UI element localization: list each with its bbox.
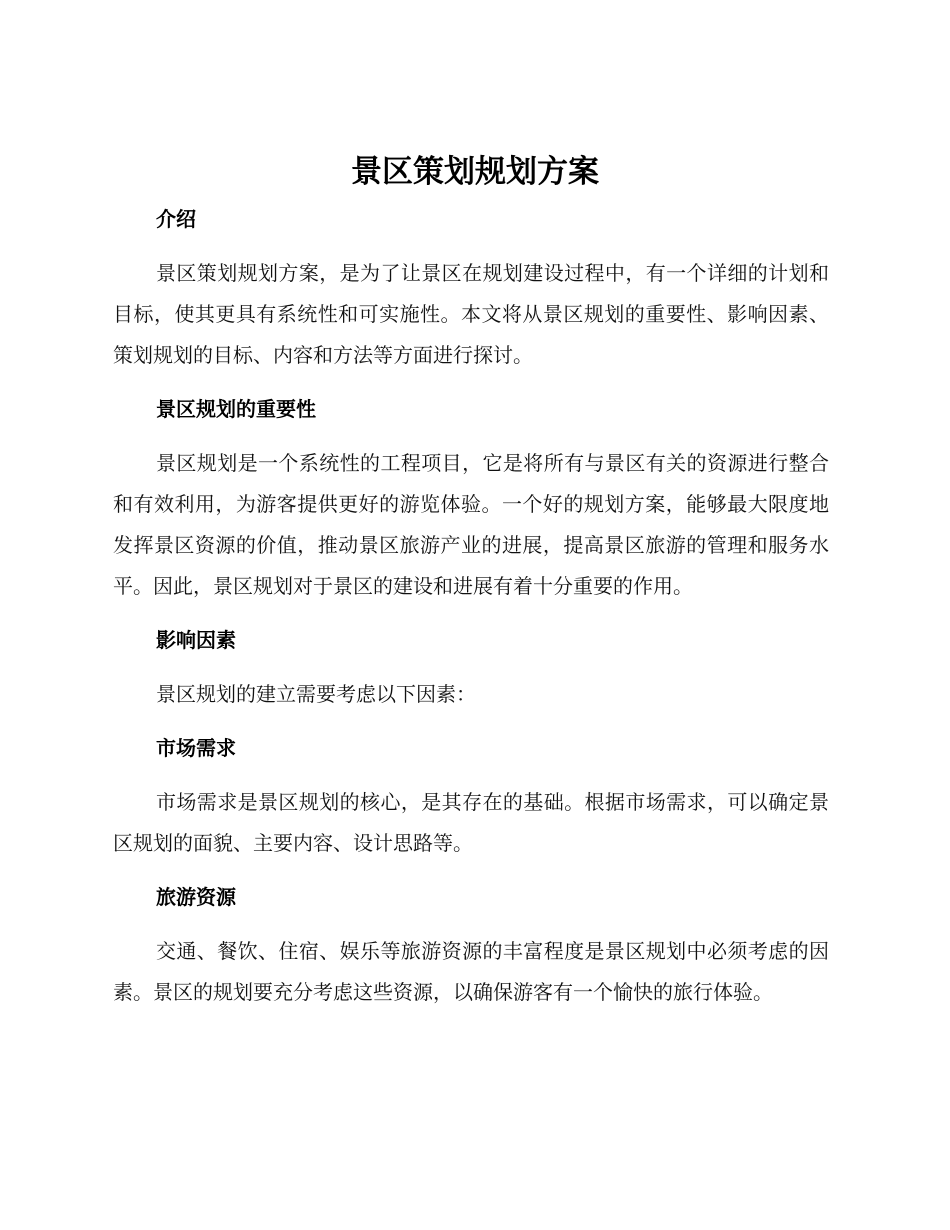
section-paragraph: 景区规划是一个系统性的工程项目，它是将所有与景区有关的资源进行整合和有效利用，为游客提供更好的游览体验。一个好的规划方案，能够最大限度地发挥景区资源的价值，推动景区旅游产业的进展，提高景区旅游的管理和服务水平。因此，景区规划对于景区的建设和进展有着十分重要的作用。 <box>113 451 829 598</box>
section-heading: 介绍 <box>156 207 196 231</box>
section-market-demand <box>113 726 829 864</box>
section-tourism-resources <box>113 875 829 1013</box>
section-heading: 市场需求 <box>156 736 236 760</box>
section-introduction <box>113 197 829 376</box>
section-heading: 影响因素 <box>156 628 236 652</box>
section-paragraph: 景区规划的建立需要考虑以下因素： <box>156 682 476 706</box>
section-paragraph: 市场需求是景区规划的核心，是其存在的基础。根据市场需求，可以确定景区规划的面貌、主要内容、设计思路等。 <box>113 790 829 855</box>
section-paragraph: 景区策划规划方案，是为了让景区在规划建设过程中，有一个详细的计划和目标，使其更具有系统性和可实施性。本文将从景区规划的重要性、影响因素、策划规划的目标、内容和方法等方面进行探讨。 <box>113 261 829 367</box>
section-heading: 旅游资源 <box>156 885 236 909</box>
section-influencing-factors <box>113 618 829 715</box>
document-body <box>113 197 829 1024</box>
section-heading: 景区规划的重要性 <box>156 397 316 421</box>
section-paragraph: 交通、餐饮、住宿、娱乐等旅游资源的丰富程度是景区规划中必须考虑的因素。景区的规划要充分考虑这些资源，以确保游客有一个愉快的旅行体验。 <box>113 939 829 1004</box>
document-title: 景区策划规划方案 <box>351 154 599 190</box>
section-planning-importance <box>113 387 829 607</box>
